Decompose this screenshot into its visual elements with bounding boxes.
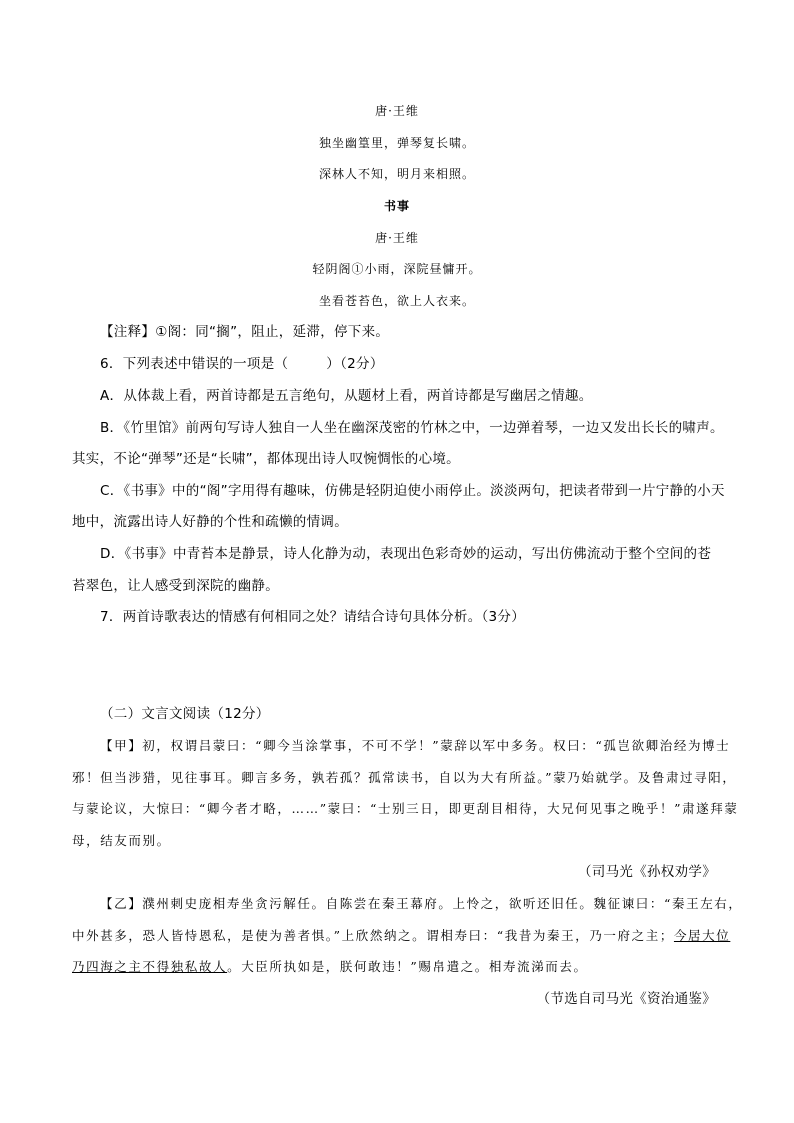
- poem2-author: 唐·王维: [375, 231, 419, 245]
- question-6-stem-start: 6．下列表述中错误的一项是（: [100, 356, 289, 372]
- option-c-line2: 地中，流露出诗人好静的个性和疏懒的情调。: [72, 514, 348, 530]
- passage-jia-source: （司马光《孙权劝学》: [578, 864, 716, 880]
- section-2-heading: （二）文言文阅读（12分）: [100, 706, 270, 722]
- question-7: 7．两首诗歌表达的情感有何相同之处？请结合诗句具体分析。（3分）: [100, 609, 526, 625]
- passage-jia-line1: 【甲】初，权谓吕蒙曰：“卿今当涂掌事，不可不学！”蒙辞以军中多务。权曰：“孤岂欲卿治经为博士: [100, 738, 731, 753]
- passage-yi-line1: 【乙】濮州刺史庞相寿坐贪污解任。自陈尝在秦王幕府。上怜之，欲听还旧任。魏征谏曰：“秦王左右，: [100, 896, 743, 911]
- passage-yi-line2: [72, 926, 730, 946]
- poem2-line1: 轻阴阁①小雨，深院昼慵开。: [312, 262, 482, 276]
- underlined-phrase: 乃四海之主不得独私故人: [72, 959, 228, 974]
- passage-jia-line4: 母，结友而别。: [72, 833, 171, 848]
- option-b-line2: 其实，不论“弹琴”还是“长啸”，都体现出诗人叹惋惆怅的心境。: [72, 451, 460, 467]
- passage-yi-line2-text: 中外甚多，恐人皆恃恩私，是使为善者惧。”上欣然纳之。谓相寿曰：“我昔为秦王，乃一府之主；: [72, 928, 674, 943]
- passage-jia-line3: 与蒙论议，大惊曰：“卿今者才略，……”蒙曰：“士别三日，即更刮目相待，大兄何见事之晚乎！”肃遂拜蒙: [72, 801, 739, 816]
- option-a: A．从体裁上看，两首诗都是五言绝句，从题材上看，两首诗都是写幽居之情趣。: [100, 388, 593, 404]
- underlined-phrase: 今居大位: [673, 928, 731, 943]
- poem1-author: 唐·王维: [375, 104, 419, 118]
- option-d-line1: D．《书事》中青苔本是静景，诗人化静为动，表现出色彩奇妙的运动，写出仿佛流动于整个空间的苍: [100, 546, 712, 562]
- annotation-note: 【注释】①阁：同“搁”，阻止，延滞，停下来。: [100, 324, 390, 340]
- passage-yi-line3-text: 。大臣所执如是，朕何敢违！”赐帛遣之。相寿流涕而去。: [227, 959, 588, 974]
- passage-jia-line2: 邪！但当涉猎，见往事耳。卿言多务，孰若孤？孤常读书，自以为大有所益。”蒙乃始就学。及鲁肃过寻阳，: [72, 770, 737, 785]
- passage-yi-source: （节选自司马光《资治通鉴》: [536, 991, 716, 1007]
- question-6-stem: [100, 354, 384, 374]
- option-b-line1: B．《竹里馆》前两句写诗人独自一人坐在幽深茂密的竹林之中，一边弹着琴，一边又发出长长的啸声。: [100, 420, 724, 436]
- poem1-line2: 深林人不知，明月来相照。: [318, 167, 475, 181]
- poem2-title: 书事: [383, 199, 410, 213]
- passage-yi-line3: [72, 957, 588, 977]
- poem2-line2: 坐看苍苔色，欲上人衣来。: [318, 294, 475, 308]
- poem1-line1: 独坐幽篁里，弹琴复长啸。: [318, 136, 475, 150]
- question-6-stem-end: ）（2分）: [326, 356, 384, 372]
- option-c-line1: C．《书事》中的“阁”字用得有趣味，仿佛是轻阴迫使小雨停止。淡淡两句，把读者带到一片宁静的小天: [100, 483, 725, 499]
- option-d-line2: 苔翠色，让人感受到深院的幽静。: [72, 578, 279, 594]
